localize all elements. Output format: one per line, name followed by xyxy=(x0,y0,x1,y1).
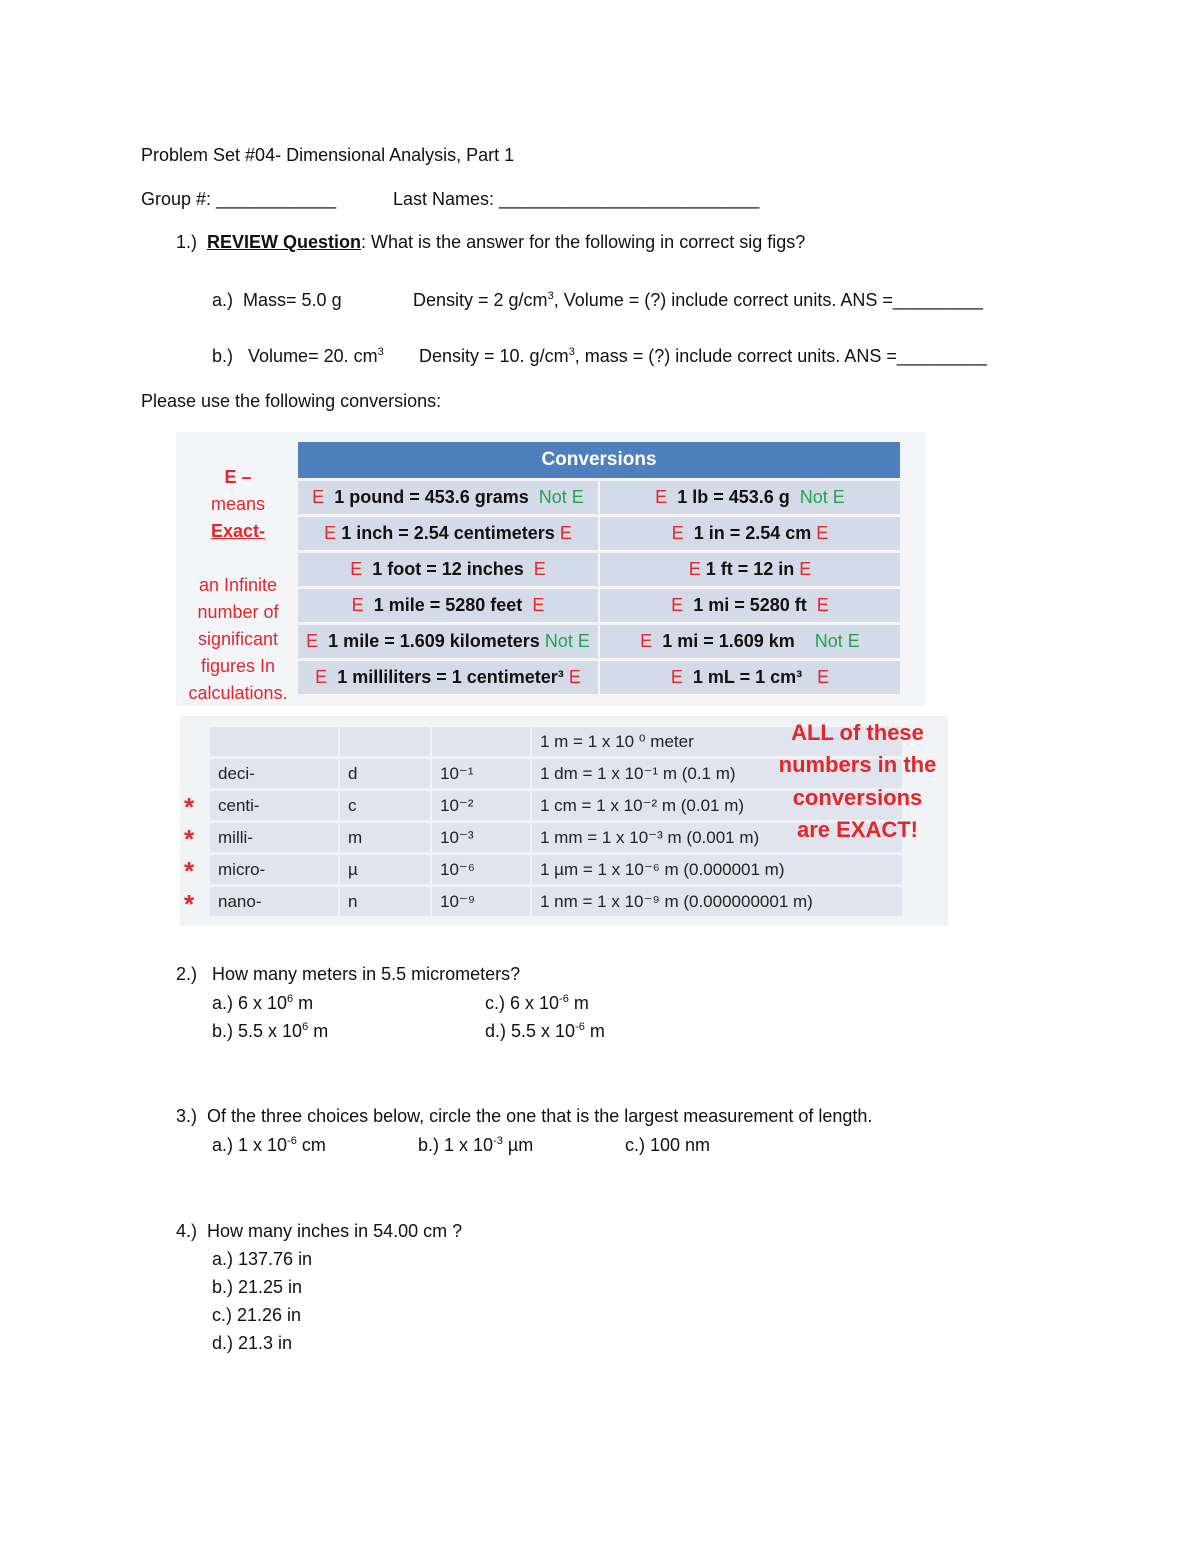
question-1 xyxy=(176,232,805,253)
exact-note-line: ALL of these xyxy=(791,720,924,745)
question-1b xyxy=(212,346,384,367)
exponent: 3 xyxy=(547,290,554,302)
mass-given: Mass= 5.0 g xyxy=(243,290,342,310)
conversions-header: Conversions xyxy=(298,442,900,478)
question-prompt: : What is the answer for the following in correct sig figs? xyxy=(361,232,806,252)
option-3b[interactable]: b.) 1 x $10^{-3}$ µm xyxy=(418,1135,534,1155)
note-line: number of xyxy=(197,602,279,622)
option-4c[interactable]: c.) 21.26 in xyxy=(212,1305,302,1325)
question-1b-answer[interactable]: , mass = (?) include correct units. ANS =_________ xyxy=(574,346,987,366)
meter-definition: 1 m = 1 x 10 ⁰ meter xyxy=(532,727,904,756)
note-means: means xyxy=(210,494,266,514)
exact-note-line: numbers in the xyxy=(778,752,937,777)
exponent: 3 xyxy=(377,346,384,358)
exact-note-line: are EXACT! xyxy=(796,817,919,842)
note-line: significant xyxy=(197,629,279,649)
question-2: 2.) How many meters in 5.5 micrometers? xyxy=(176,964,521,984)
option-3c[interactable]: c.) 100 nm xyxy=(625,1135,711,1155)
exact-note-line: conversions xyxy=(792,785,923,810)
table-row: E 1 milliliters = 1 centimeter³ E E 1 mL = 1 cm³ E xyxy=(298,661,900,694)
exponent: 3 xyxy=(568,346,575,358)
question-1a-rest xyxy=(413,290,983,311)
conversions-table xyxy=(298,439,900,697)
table-row: E 1 mile = 1.609 kilometers Not E E 1 mi = 1.609 km Not E xyxy=(298,625,900,658)
question-1b-rest xyxy=(419,346,987,367)
volume-given: Volume= 20. cm xyxy=(248,346,378,366)
option-4b[interactable]: b.) 21.25 in xyxy=(212,1277,303,1297)
note-line: an Infinite xyxy=(198,575,278,595)
option-label: a.) xyxy=(212,290,234,310)
page-title: Problem Set #04- Dimensional Analysis, Part 1 xyxy=(141,145,515,165)
table-row: deci- d 10⁻¹ 1 dm = 1 x 10⁻¹ m (0.1 m) xyxy=(210,759,904,788)
last-names-field[interactable]: Last Names: __________________________ xyxy=(393,189,760,209)
instructions: Please use the following conversions: xyxy=(141,391,442,411)
asterisk-icon: * xyxy=(184,889,195,919)
density-given: Density = 2 g/cm xyxy=(413,290,548,310)
note-line: figures In xyxy=(200,656,276,676)
table-row: nano- n 10⁻⁹ 1 nm = 1 x 10⁻⁹ m (0.000000001 m) xyxy=(210,887,904,916)
asterisk-icon: * xyxy=(184,824,195,854)
question-number: 1.) xyxy=(176,232,198,252)
option-4a[interactable]: a.) 137.76 in xyxy=(212,1249,313,1269)
option-label: b.) xyxy=(212,346,234,366)
table-row: E 1 pound = 453.6 grams Not E E 1 lb = 453.6 g Not E xyxy=(298,481,900,514)
table-row: E 1 foot = 12 inches E E 1 ft = 12 in E xyxy=(298,553,900,586)
table-row: centi- c 10⁻² 1 cm = 1 x 10⁻² m (0.01 m) xyxy=(210,791,904,820)
question-3: 3.) Of the three choices below, circle the one that is the largest measurement of length. xyxy=(176,1106,873,1126)
review-label: REVIEW Question xyxy=(207,232,362,252)
option-2a[interactable]: a.) 6 x $10^6$ m xyxy=(212,993,314,1013)
note-e: E – xyxy=(224,467,252,487)
option-2b[interactable]: b.) 5.5 x $10^6$ m xyxy=(212,1021,329,1041)
asterisk-icon: * xyxy=(184,856,195,886)
table-row: E 1 mile = 5280 feet E E 1 mi = 5280 ft E xyxy=(298,589,900,622)
density-given: Density = 10. g/cm xyxy=(419,346,569,366)
option-2d[interactable]: d.) 5.5 x $10^{-6}$ m xyxy=(485,1021,605,1041)
prefixes-figure xyxy=(180,716,948,926)
question-4: 4.) How many inches in 54.00 cm ? xyxy=(176,1221,463,1241)
note-line: calculations. xyxy=(188,683,288,703)
option-2c[interactable]: c.) 6 x $10^{-6}$ m xyxy=(485,993,589,1013)
option-4d[interactable]: d.) 21.3 in xyxy=(212,1333,293,1353)
asterisk-icon: * xyxy=(184,792,195,822)
table-row: micro- µ 10⁻⁶ 1 µm = 1 x 10⁻⁶ m (0.000001 m) xyxy=(210,855,904,884)
note-exact: Exact- xyxy=(210,521,266,541)
question-1a-answer[interactable]: , Volume = (?) include correct units. ANS =_________ xyxy=(553,290,983,310)
table-row: E 1 inch = 2.54 centimeters E E 1 in = 2.54 cm E xyxy=(298,517,900,550)
group-field[interactable]: Group #: ____________ xyxy=(141,189,337,209)
table-row: milli- m 10⁻³ 1 mm = 1 x 10⁻³ m (0.001 m) xyxy=(210,823,904,852)
option-3a[interactable]: a.) 1 x $10^{-6}$ cm xyxy=(212,1135,326,1155)
question-1a xyxy=(212,290,342,311)
conversions-figure xyxy=(176,432,926,706)
